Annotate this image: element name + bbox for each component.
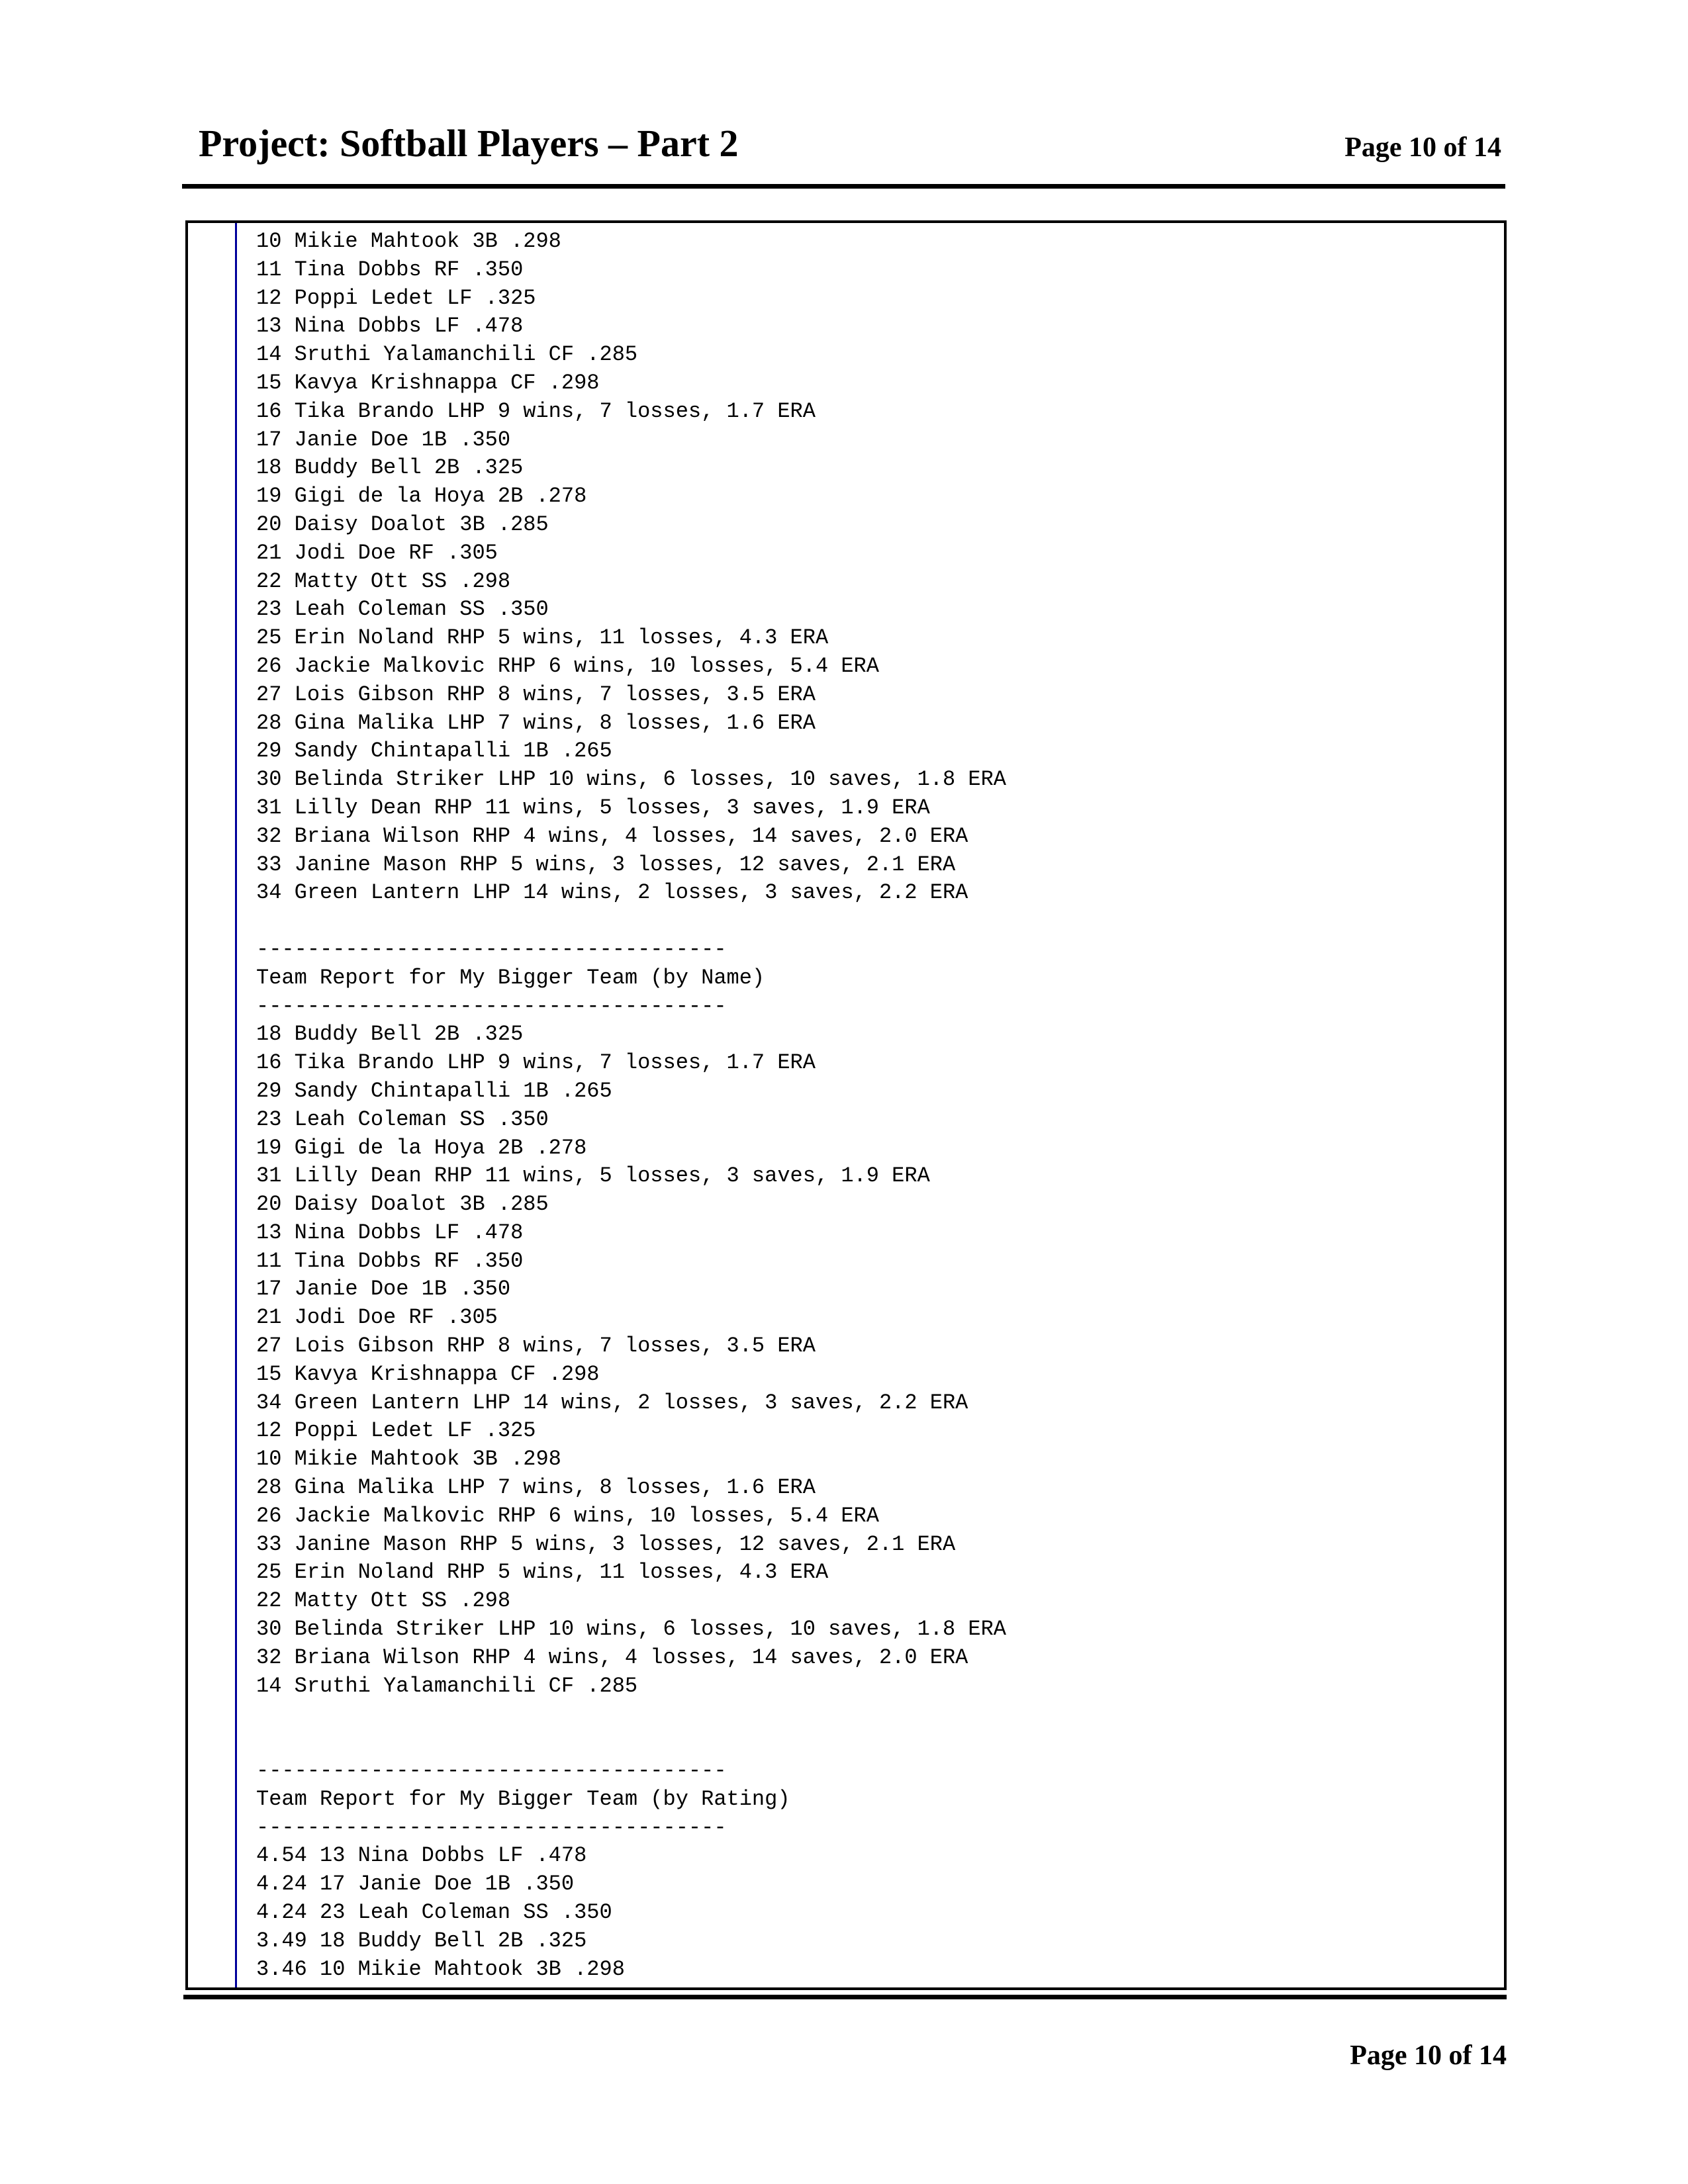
report-line: 29 Sandy Chintapalli 1B .265 (256, 1078, 612, 1103)
report-line: 19 Gigi de la Hoya 2B .278 (256, 1135, 587, 1160)
report-output-box (185, 220, 1507, 1990)
footer-page-number: Page 10 of 14 (1350, 2040, 1507, 2071)
report-line: 23 Leah Coleman SS .350 (256, 1107, 549, 1132)
report-line: 21 Jodi Doe RF .305 (256, 1305, 498, 1330)
report-line: 12 Poppi Ledet LF .325 (256, 285, 536, 310)
report-line: 17 Janie Doe 1B .350 (256, 427, 511, 452)
report-line: 23 Leah Coleman SS .350 (256, 597, 549, 622)
footer-rule (183, 1995, 1507, 1999)
report-line: 26 Jackie Malkovic RHP 6 wins, 10 losses, 5.4 ERA (256, 653, 879, 678)
report-line: 13 Nina Dobbs LF .478 (256, 1220, 524, 1245)
report-line: Team Report for My Bigger Team (by Rating) (256, 1786, 790, 1811)
report-line: 25 Erin Noland RHP 5 wins, 11 losses, 4.3 ERA (256, 625, 829, 651)
report-line: 31 Lilly Dean RHP 11 wins, 5 losses, 3 saves, 1.9 ERA (256, 795, 930, 820)
report-line: 22 Matty Ott SS .298 (256, 569, 511, 594)
report-line: 29 Sandy Chintapalli 1B .265 (256, 739, 612, 764)
report-line: ------------------------------------- (256, 993, 727, 1019)
report-line: 10 Mikie Mahtook 3B .298 (256, 229, 561, 253)
report-line: 27 Lois Gibson RHP 8 wins, 7 losses, 3.5 ERA (256, 682, 816, 707)
report-line: 16 Tika Brando LHP 9 wins, 7 losses, 1.7 ERA (256, 1050, 816, 1075)
report-line: 34 Green Lantern LHP 14 wins, 2 losses, 3 saves, 2.2 ERA (256, 880, 968, 905)
report-line: 28 Gina Malika LHP 7 wins, 8 losses, 1.6 ERA (256, 1475, 816, 1500)
report-line: 11 Tina Dobbs RF .350 (256, 1248, 524, 1273)
report-line: 15 Kavya Krishnappa CF .298 (256, 370, 600, 395)
report-line: 30 Belinda Striker LHP 10 wins, 6 losses, 10 saves, 1.8 ERA (256, 1617, 1006, 1642)
report-line: 20 Daisy Doalot 3B .285 (256, 512, 549, 537)
page-header (199, 121, 1501, 165)
report-line: 21 Jodi Doe RF .305 (256, 540, 498, 565)
report-line: 4.54 13 Nina Dobbs LF .478 (256, 1843, 587, 1868)
report-line: ------------------------------------- (256, 936, 727, 962)
report-line: 14 Sruthi Yalamanchili CF .285 (256, 342, 638, 367)
report-line: 4.24 23 Leah Coleman SS .350 (256, 1900, 612, 1925)
report-line: 34 Green Lantern LHP 14 wins, 2 losses, 3 saves, 2.2 ERA (256, 1390, 968, 1415)
report-line: 4.24 17 Janie Doe 1B .350 (256, 1872, 575, 1897)
report-line: 10 Mikie Mahtook 3B .298 (256, 1447, 561, 1472)
report-line: 18 Buddy Bell 2B .325 (256, 455, 524, 480)
report-line: ------------------------------------- (256, 1758, 727, 1784)
report-line: ------------------------------------- (256, 1815, 727, 1840)
report-line: 15 Kavya Krishnappa CF .298 (256, 1361, 600, 1387)
report-line: 16 Tika Brando LHP 9 wins, 7 losses, 1.7 ERA (256, 398, 816, 424)
report-line: 22 Matty Ott SS .298 (256, 1588, 511, 1614)
report-line: 28 Gina Malika LHP 7 wins, 8 losses, 1.6 ERA (256, 710, 816, 735)
report-line: 13 Nina Dobbs LF .478 (256, 314, 524, 339)
report-text (256, 228, 1006, 1983)
report-line (256, 1700, 1006, 1729)
report-line: 32 Briana Wilson RHP 4 wins, 4 losses, 14 saves, 2.0 ERA (256, 823, 968, 848)
report-line: 30 Belinda Striker LHP 10 wins, 6 losses, 10 saves, 1.8 ERA (256, 767, 1006, 792)
report-line: 31 Lilly Dean RHP 11 wins, 5 losses, 3 saves, 1.9 ERA (256, 1163, 930, 1189)
header-page-number: Page 10 of 14 (1344, 132, 1501, 163)
change-bar (235, 223, 237, 1987)
report-line: 3.49 18 Buddy Bell 2B .325 (256, 1928, 587, 1953)
report-line: 3.46 10 Mikie Mahtook 3B .298 (256, 1956, 625, 1981)
report-line (256, 907, 1006, 936)
report-line: 18 Buddy Bell 2B .325 (256, 1022, 524, 1047)
report-line: 33 Janine Mason RHP 5 wins, 3 losses, 12 saves, 2.1 ERA (256, 1531, 956, 1557)
report-line: 27 Lois Gibson RHP 8 wins, 7 losses, 3.5 ERA (256, 1334, 816, 1359)
report-line: 12 Poppi Ledet LF .325 (256, 1418, 536, 1443)
report-line: 19 Gigi de la Hoya 2B .278 (256, 484, 587, 509)
report-line: 11 Tina Dobbs RF .350 (256, 257, 524, 282)
report-line: 17 Janie Doe 1B .350 (256, 1277, 511, 1302)
report-line: 20 Daisy Doalot 3B .285 (256, 1192, 549, 1217)
report-line (256, 1729, 1006, 1757)
header-rule (182, 184, 1505, 189)
report-line: 26 Jackie Malkovic RHP 6 wins, 10 losses, 5.4 ERA (256, 1503, 879, 1528)
report-line: 33 Janine Mason RHP 5 wins, 3 losses, 12 saves, 2.1 ERA (256, 852, 956, 877)
report-line: 25 Erin Noland RHP 5 wins, 11 losses, 4.3 ERA (256, 1560, 829, 1585)
report-line: 14 Sruthi Yalamanchili CF .285 (256, 1673, 638, 1698)
document-title: Project: Softball Players – Part 2 (199, 122, 739, 165)
report-line: 32 Briana Wilson RHP 4 wins, 4 losses, 14 saves, 2.0 ERA (256, 1645, 968, 1670)
report-line: Team Report for My Bigger Team (by Name) (256, 965, 765, 990)
